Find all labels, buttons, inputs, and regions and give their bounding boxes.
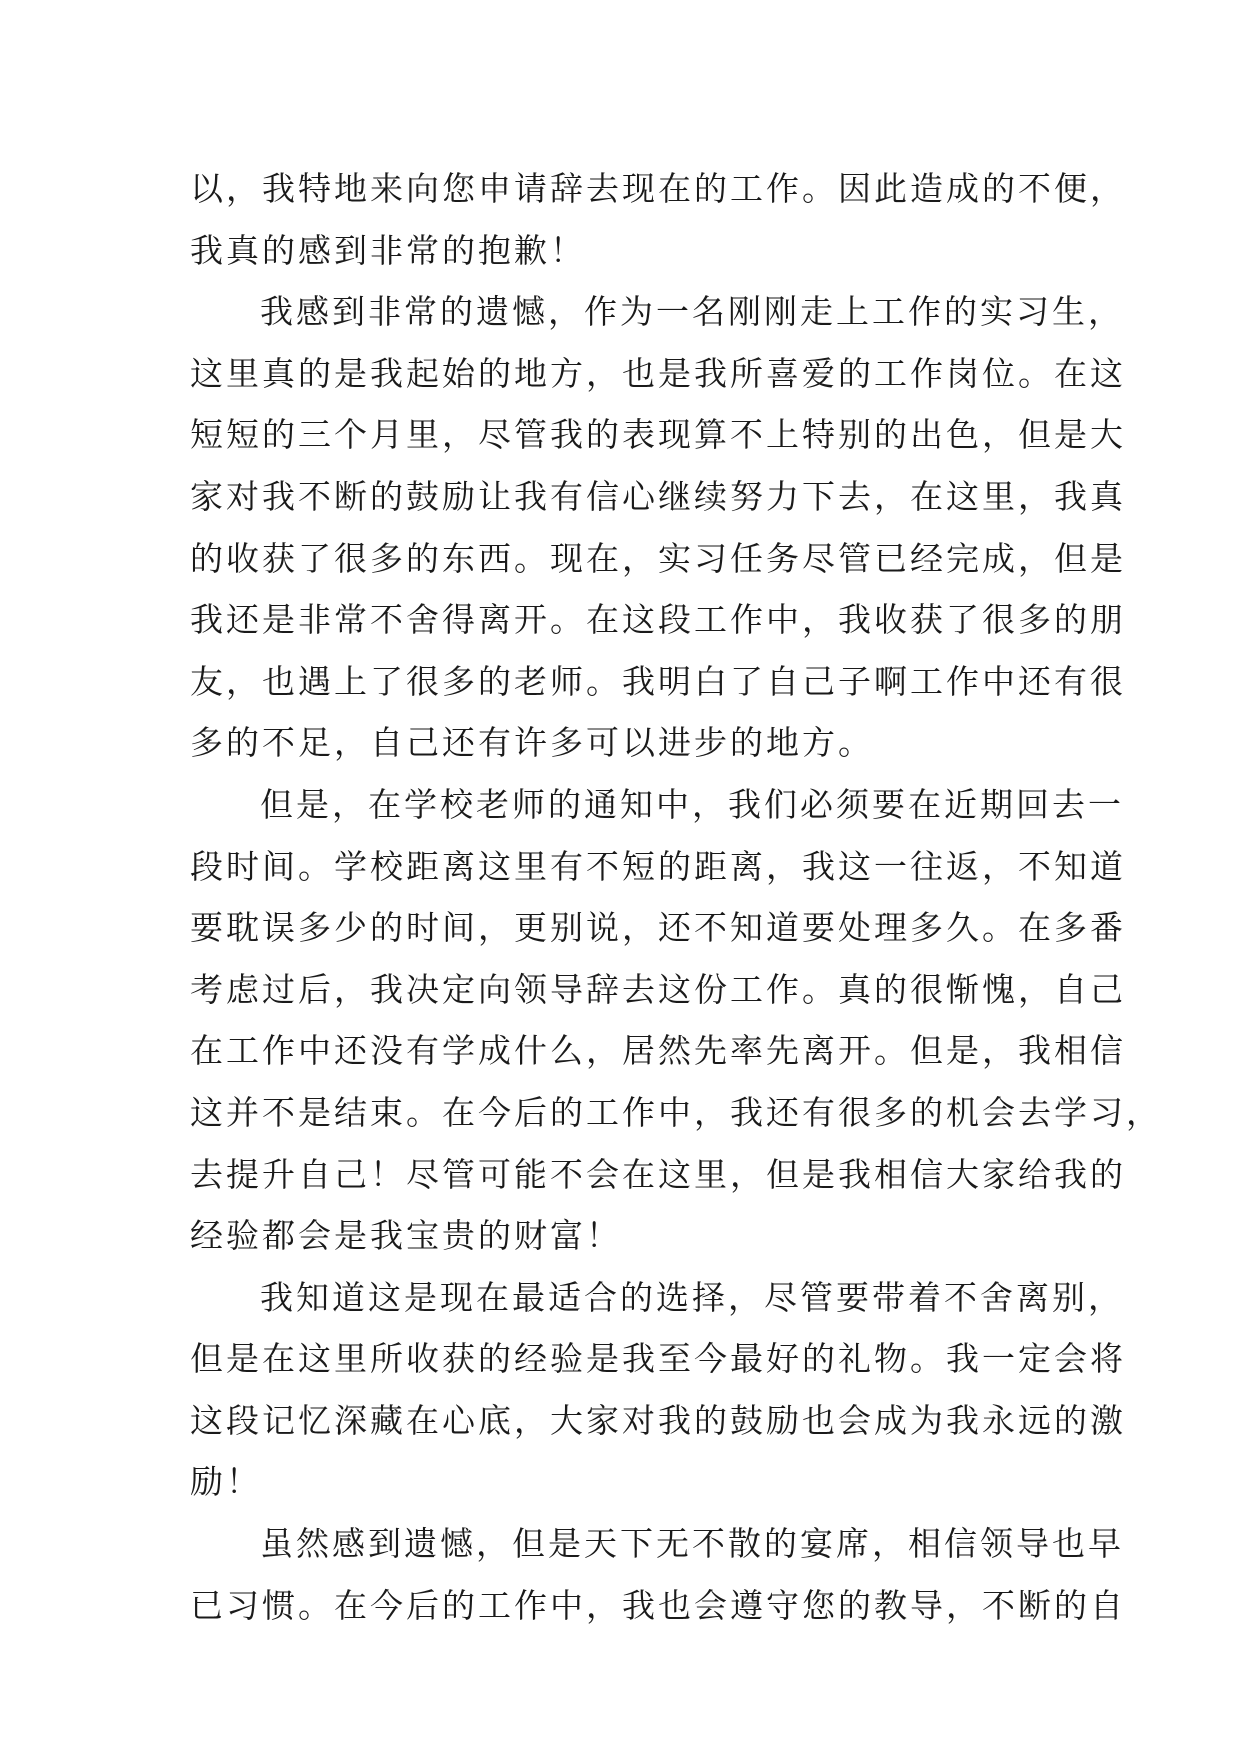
text-line: 但是在这里所收获的经验是我至今最好的礼物。我一定会将 (190, 1339, 1126, 1379)
text-line: 考虑过后，我决定向领导辞去这份工作。真的很惭愧，自己 (190, 969, 1126, 1009)
text-line: 这并不是结束。在今后的工作中，我还有很多的机会去学习， (190, 1092, 1162, 1132)
text-line: 短短的三个月里，尽管我的表现算不上特别的出色，但是大 (190, 415, 1126, 455)
text-line: 我还是非常不舍得离开。在这段工作中，我收获了很多的朋 (190, 600, 1126, 640)
text-line: 段时间。学校距离这里有不短的距离，我这一往返，不知道 (190, 846, 1126, 886)
text-line: 以，我特地来向您申请辞去现在的工作。因此造成的不便， (190, 169, 1126, 208)
text-line: 经验都会是我宝贵的财富！ (190, 1216, 622, 1256)
text-line: 这段记忆深藏在心底，大家对我的鼓励也会成为我永远的激 (190, 1400, 1126, 1440)
text-line: 的收获了很多的东西。现在，实习任务尽管已经完成，但是 (190, 538, 1126, 578)
text-line: 虽然感到遗憾，但是天下无不散的宴席，相信领导也早 (260, 1524, 1124, 1564)
text-line: 在工作中还没有学成什么，居然先率先离开。但是，我相信 (190, 1031, 1126, 1071)
text-line: 但是，在学校老师的通知中，我们必须要在近期回去一 (260, 784, 1124, 824)
text-line: 多的不足，自己还有许多可以进步的地方。 (190, 723, 874, 763)
text-line: 友，也遇上了很多的老师。我明白了自己子啊工作中还有很 (190, 661, 1126, 701)
text-line: 我知道这是现在最适合的选择，尽管要带着不舍离别， (260, 1277, 1124, 1317)
text-line: 励！ (190, 1462, 262, 1502)
text-line: 已习惯。在今后的工作中，我也会遵守您的教导，不断的自 (190, 1585, 1126, 1625)
text-line: 去提升自己！尽管可能不会在这里，但是我相信大家给我的 (190, 1154, 1126, 1194)
text-line: 我感到非常的遗憾，作为一名刚刚走上工作的实习生， (260, 292, 1124, 332)
text-line: 要耽误多少的时间，更别说，还不知道要处理多久。在多番 (190, 908, 1126, 948)
text-line: 这里真的是我起始的地方，也是我所喜爱的工作岗位。在这 (190, 353, 1126, 393)
text-line: 家对我不断的鼓励让我有信心继续努力下去，在这里，我真 (190, 476, 1126, 516)
letter-body (190, 158, 1162, 1636)
text-line: 我真的感到非常的抱歉！ (190, 230, 586, 270)
